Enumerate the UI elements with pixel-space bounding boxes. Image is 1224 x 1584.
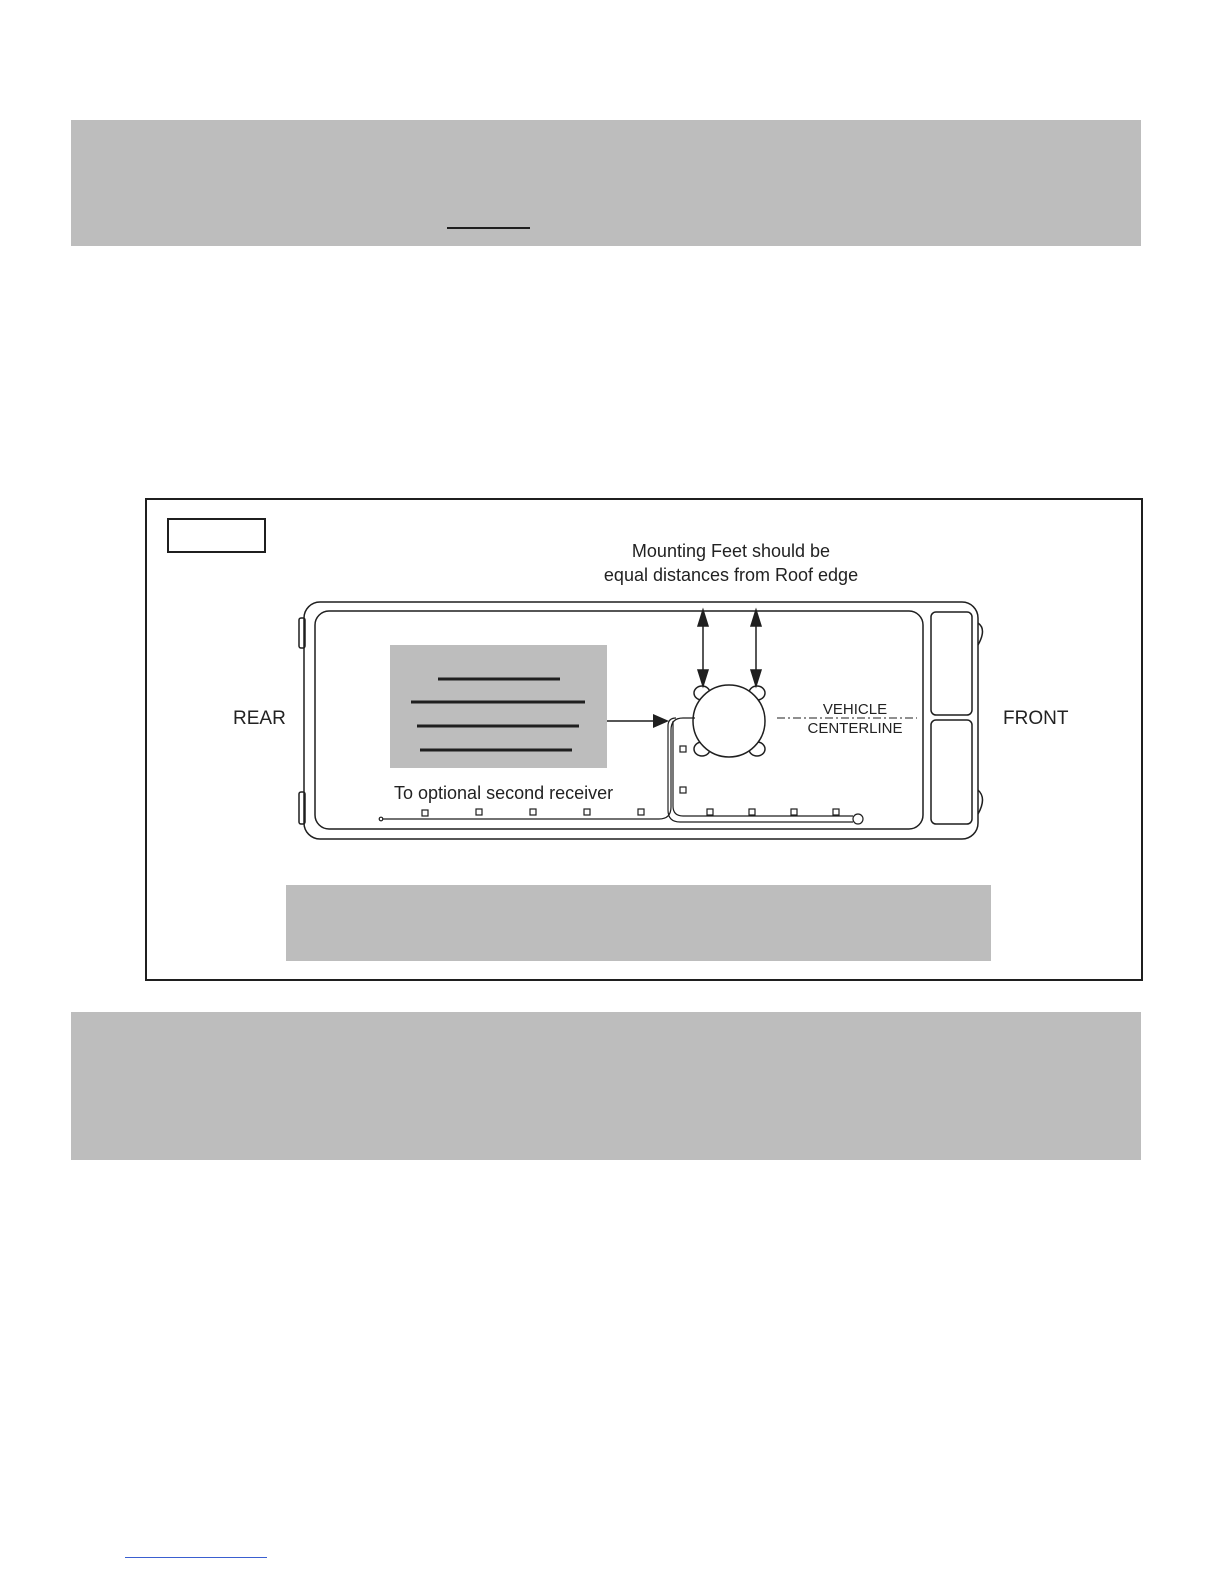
label-front: FRONT <box>1003 708 1069 729</box>
top-redacted-block <box>71 120 1141 246</box>
roof-diagram <box>147 500 1141 979</box>
double-arrow-icon <box>698 610 761 686</box>
optional-receiver-label: To optional second receiver <box>394 783 614 803</box>
figure-number-box <box>168 519 265 552</box>
caption-redacted-block <box>286 885 991 961</box>
footer-link-underline[interactable] <box>125 1557 267 1558</box>
label-rear: REAR <box>233 708 286 729</box>
centerline-label-1: VEHICLE <box>822 701 888 718</box>
top-underline <box>447 227 530 229</box>
installation-figure <box>145 498 1143 981</box>
annotation-line-2: equal distances from Roof edge <box>603 565 859 585</box>
windshield-lower <box>931 720 972 824</box>
centerline-label-2: CENTERLINE <box>807 720 903 737</box>
windshield-upper <box>931 612 972 715</box>
bottom-redacted-block <box>71 1012 1141 1160</box>
antenna-dome-icon <box>693 685 765 757</box>
annotation-line-1: Mounting Feet should be <box>631 541 831 561</box>
right-arrow-icon <box>607 714 669 728</box>
